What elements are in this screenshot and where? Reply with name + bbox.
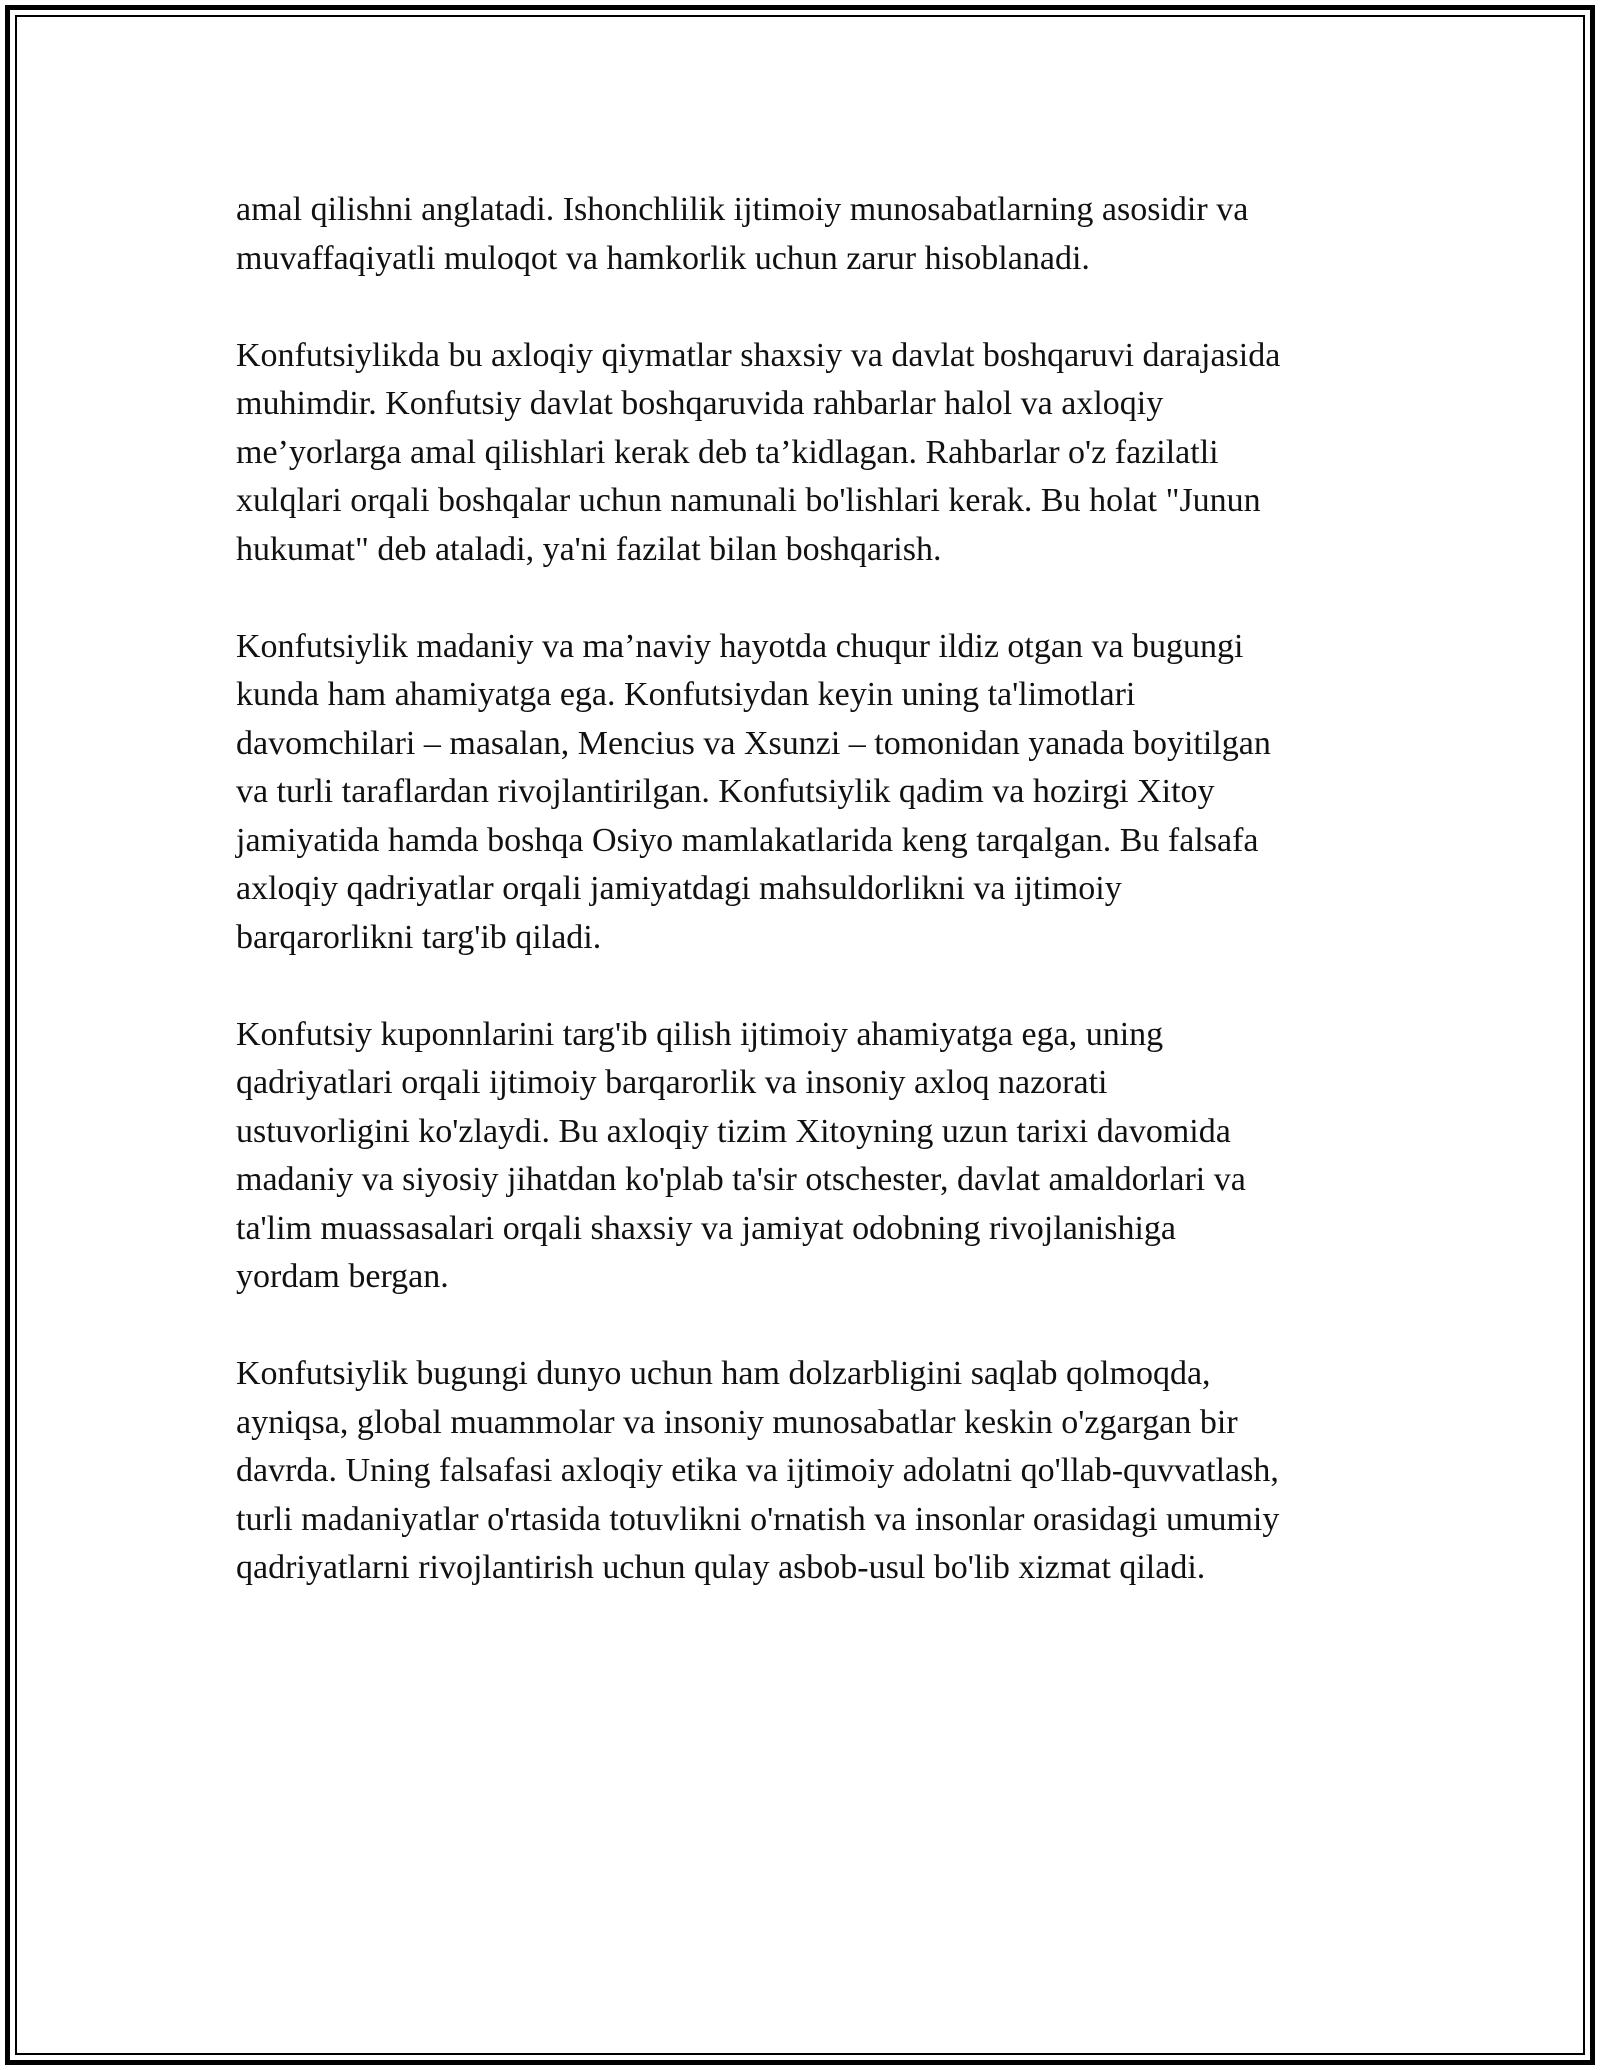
paragraph-3: Konfutsiylik madaniy va ma’naviy hayotda chuqur ildiz otgan va bugungi kunda ham ahamiyatga ega. Konfutsiydan keyin uning ta'limotlari davomchilari – masalan, Mencius va Xsunzi – tomonidan yanada boyitilgan va turli taraflardan rivojlantirilgan. Konfutsiylik qadim va hozirgi Xitoy jamiyatida hamda boshqa Osiyo mamlakatlarida keng tarqalgan. Bu falsafa axloqiy qadriyatlar orqali jamiyatdagi mahsuldorlikni va ijtimoiy barqarorlikni targ'ib qiladi. bbox=[236, 627, 1271, 956]
paragraph-2: Konfutsiylikda bu axloqiy qiymatlar shaxsiy va davlat boshqaruvi darajasida muhimdir. Konfutsiy davlat boshqaruvida rahbarlar halol va axloqiy me’yorlarga amal qilishlari kerak deb ta’kidlagan. Rahbarlar o'z fazilatli xulqlari orqali boshqalar uchun namunali bo'lishlari kerak. Bu holat "Junun hukumat" deb ataladi, ya'ni fazilat bilan boshqarish. bbox=[236, 336, 1281, 568]
paragraph-5: Konfutsiylik bugungi dunyo uchun ham dolzarbligini saqlab qolmoqda, ayniqsa, global muammolar va insoniy munosabatlar keskin o'zgargan bir davrda. Uning falsafasi axloqiy etika va ijtimoiy adolatni qo'llab-quvvatlash, turli madaniyatlar o'rtasida totuvlikni o'rnatish va insonlar orasidagi umumiy qadriyatlarni rivojlantirish uchun qulay asbob-usul bo'lib xizmat qiladi. bbox=[236, 1355, 1280, 1586]
paragraph-4: Konfutsiy kuponnlarini targ'ib qilish ijtimoiy ahamiyatga ega, uning qadriyatlari orqali ijtimoiy barqarorlik va insoniy axloq nazorati ustuvorligini ko'zlaydi. Bu axloqiy tizim Xitoyning uzun tarixi davomida madaniy va siyosiy jihatdan ko'plab ta'sir otschester, davlat amaldorlari va ta'lim muassasalari orqali shaxsiy va jamiyat odobning rivojlanishiga yordam bergan. bbox=[236, 1015, 1246, 1295]
paragraph-1: amal qilishni anglatadi. Ishonchlilik ijtimoiy munosabatlarning asosidir va muvaffaqiyatli muloqot va hamkorlik uchun zarur hisoblanadi. bbox=[236, 191, 1249, 277]
document-body bbox=[236, 186, 1386, 1593]
